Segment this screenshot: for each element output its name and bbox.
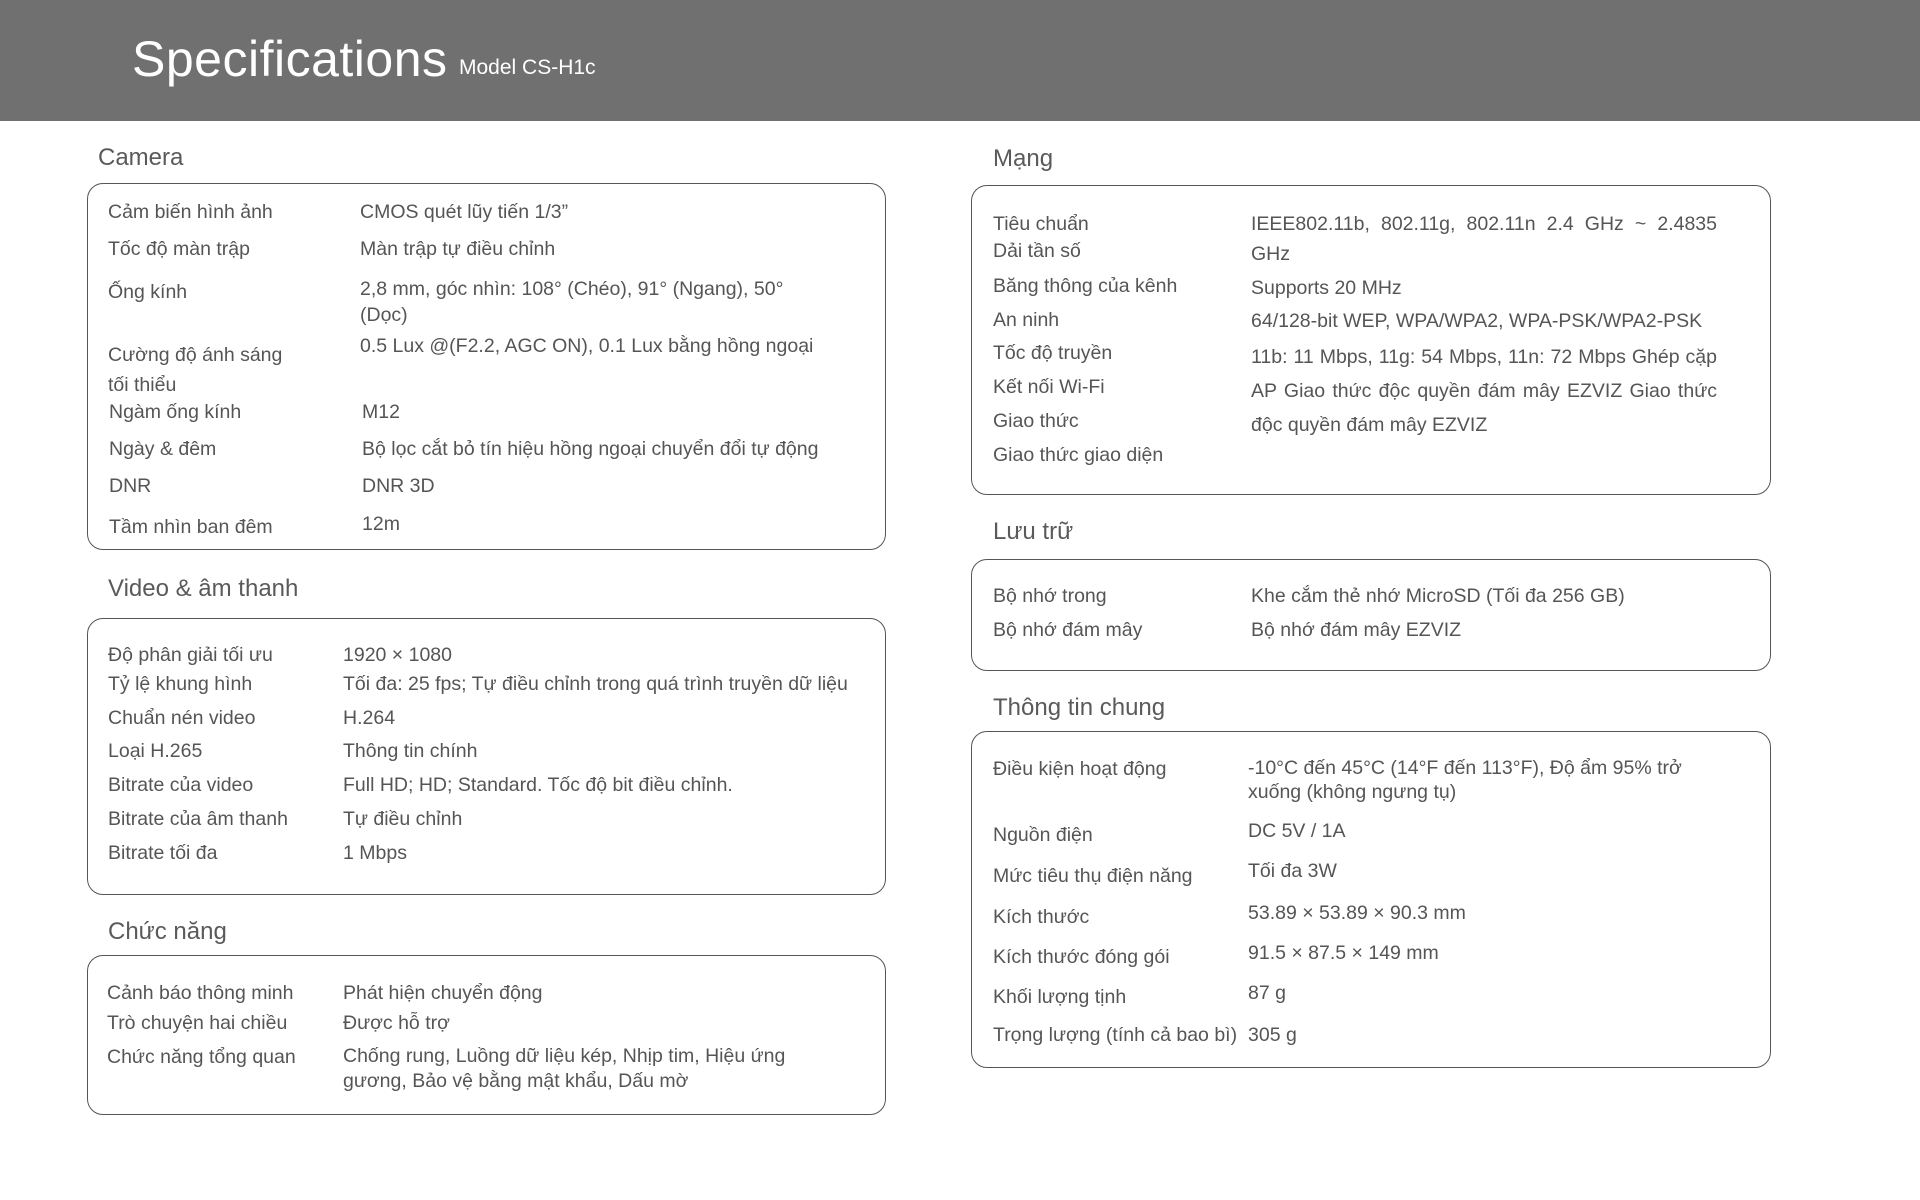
spec-label: Trọng lượng (tính cả bao bì) — [993, 1024, 1238, 1046]
spec-value: 305 g — [1248, 1024, 1297, 1046]
spec-value: Supports 20 MHz — [1251, 277, 1402, 299]
spec-value: M12 — [362, 401, 400, 423]
spec-label: Cảnh báo thông minh — [107, 982, 294, 1004]
spec-value: 1920 × 1080 — [343, 644, 452, 666]
spec-label: Tốc độ màn trập — [108, 238, 250, 260]
spec-label: Chức năng tổng quan — [107, 1046, 296, 1068]
spec-label: Tỷ lệ khung hình — [108, 673, 253, 695]
spec-value: Được hỗ trợ — [343, 1012, 450, 1034]
section-title-camera: Camera — [98, 144, 184, 171]
video-spec-box — [87, 618, 886, 895]
spec-label: Tiêu chuẩn — [993, 213, 1089, 235]
spec-value: Phát hiện chuyển động — [343, 982, 543, 1004]
spec-value: Bộ nhớ đám mây EZVIZ — [1251, 619, 1462, 641]
general-spec-box — [971, 731, 1771, 1068]
spec-value: 1 Mbps — [343, 842, 407, 864]
spec-label: Giao thức — [993, 410, 1079, 432]
spec-value: Chống rung, Luồng dữ liệu kép, Nhịp tim, Hiệu ứng gương, Bảo vệ bằng mật khẩu, Dấu mờ — [343, 1045, 786, 1092]
spec-label: Cường độ ánh sáng tối thiểu — [108, 344, 283, 396]
spec-label: Kích thước đóng gói — [993, 946, 1170, 968]
spec-label: Trò chuyện hai chiều — [107, 1012, 288, 1034]
camera-spec-box — [87, 183, 886, 550]
spec-label: Điều kiện hoạt động — [993, 758, 1167, 780]
spec-label: Khối lượng tịnh — [993, 986, 1127, 1008]
spec-value: Tối đa 3W — [1248, 860, 1337, 882]
spec-value: Full HD; HD; Standard. Tốc độ bit điều chỉnh. — [343, 774, 733, 796]
spec-value: Màn trập tự điều chỉnh — [360, 238, 556, 260]
spec-value: CMOS quét lũy tiến 1/3” — [360, 201, 569, 223]
spec-value: Tự điều chỉnh — [343, 808, 463, 830]
spec-label: Độ phân giải tối ưu — [108, 644, 273, 666]
spec-label: Kết nối Wi-Fi — [993, 376, 1105, 398]
spec-value: 2,8 mm, góc nhìn: 108° (Chéo), 91° (Ngang), 50° (Dọc) — [360, 278, 784, 326]
spec-label: Tầm nhìn ban đêm — [109, 516, 273, 538]
network-values — [1251, 209, 1717, 442]
spec-label: Nguồn điện — [993, 824, 1093, 846]
spec-value: 12m — [362, 513, 400, 535]
spec-value: DNR 3D — [362, 475, 435, 497]
section-title-network: Mạng — [993, 145, 1054, 172]
spec-label: Chuẩn nén video — [108, 707, 256, 729]
spec-label: Kích thước — [993, 906, 1090, 928]
spec-label: Băng thông của kênh — [993, 275, 1178, 297]
spec-label: DNR — [109, 475, 152, 497]
page-title: Specifications — [132, 31, 448, 87]
section-title-general: Thông tin chung — [993, 694, 1166, 721]
functions-spec-box — [87, 955, 886, 1115]
spec-value: Thông tin chính — [343, 740, 478, 762]
spec-value: DC 5V / 1A — [1248, 820, 1346, 842]
spec-value: IEEE802.11b, 802.11g, 802.11n 2.4 GHz ~ 2.4835 GHz — [1251, 213, 1717, 265]
spec-label: Bitrate của video — [108, 774, 254, 796]
spec-value: 53.89 × 53.89 × 90.3 mm — [1248, 902, 1466, 924]
spec-label: Tốc độ truyền — [993, 342, 1113, 364]
spec-label: Ngày & đêm — [109, 438, 217, 460]
spec-label: Loại H.265 — [108, 740, 203, 762]
spec-value: Tối đa: 25 fps; Tự điều chỉnh trong quá trình truyền dữ liệu — [343, 673, 848, 695]
spec-value: 64/128-bit WEP, WPA/WPA2, WPA-PSK/WPA2-PSK — [1251, 310, 1703, 332]
spec-value: H.264 — [343, 707, 396, 729]
spec-value: Bộ lọc cắt bỏ tín hiệu hồng ngoại chuyển đổi tự động — [362, 438, 819, 460]
spec-label: Ngàm ống kính — [109, 401, 242, 423]
spec-label: Mức tiêu thụ điện năng — [993, 865, 1193, 887]
spec-label: Bộ nhớ đám mây — [993, 619, 1143, 641]
spec-value: -10°C đến 45°C (14°F đến 113°F), Độ ẩm 95% trở xuống (không ngưng tụ) — [1248, 757, 1682, 803]
spec-label: Bitrate tối đa — [108, 842, 218, 864]
section-title-video: Video & âm thanh — [108, 575, 299, 602]
storage-spec-box — [971, 559, 1771, 671]
section-title-storage: Lưu trữ — [993, 518, 1074, 545]
spec-value: 0.5 Lux @(F2.2, AGC ON), 0.1 Lux bằng hồng ngoại — [360, 335, 814, 357]
spec-label: Dải tần số — [993, 240, 1081, 262]
header-bar — [0, 0, 1920, 121]
spec-label: Bitrate của âm thanh — [108, 808, 288, 830]
spec-label: Ống kính — [108, 281, 188, 303]
network-spec-box — [971, 185, 1771, 495]
model-label: Model CS-H1c — [459, 56, 596, 79]
spec-label: Cảm biến hình ảnh — [108, 201, 273, 223]
spec-value: Khe cắm thẻ nhớ MicroSD (Tối đa 256 GB) — [1251, 585, 1625, 607]
spec-value: 91.5 × 87.5 × 149 mm — [1248, 942, 1439, 964]
spec-label: Giao thức giao diện — [993, 444, 1164, 466]
section-title-functions: Chức năng — [108, 918, 227, 945]
spec-label: An ninh — [993, 309, 1060, 331]
spec-value: 87 g — [1248, 982, 1286, 1004]
spec-label: Bộ nhớ trong — [993, 585, 1107, 607]
spec-value: 11b: 11 Mbps, 11g: 54 Mbps, 11n: 72 Mbps Ghép cặp AP Giao thức độc quyền đám mây EZVIZ Giao thức độc quyền đám mây EZVIZ — [1251, 346, 1717, 436]
network-labels — [993, 209, 1233, 474]
